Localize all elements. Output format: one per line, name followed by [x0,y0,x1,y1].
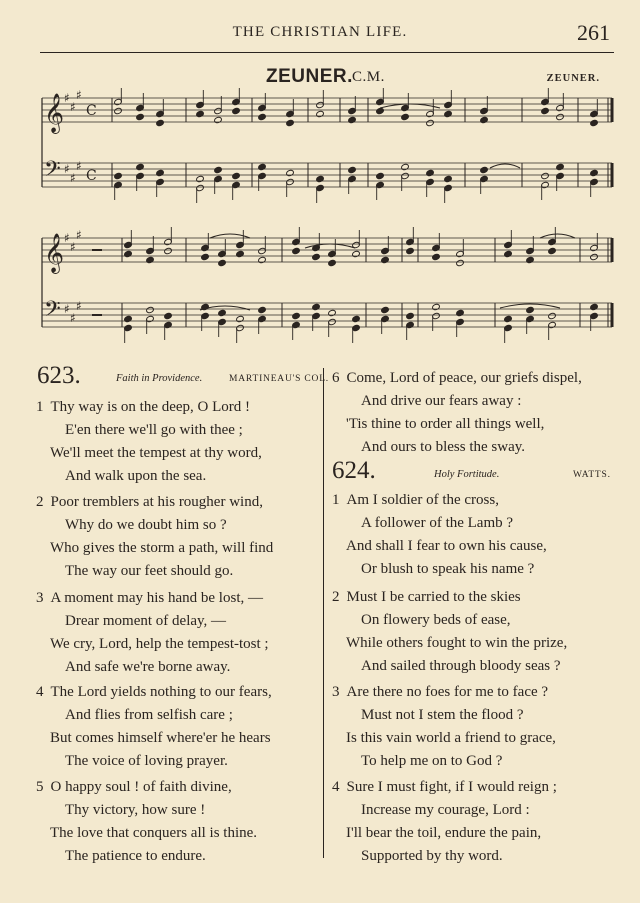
slur [540,234,575,238]
stanza-number: 6 [332,370,340,386]
note-head [236,315,245,322]
note-head [214,166,223,173]
note-head [376,107,385,114]
verse-line-text: Or blush to speak his name ? [361,561,535,577]
verse-line-text: The patience to endure. [65,848,206,864]
verse-line-text: Poor tremblers at his rougher wind, [50,494,263,510]
verse-line [346,635,567,652]
note-head [432,253,441,260]
note-head [316,110,325,117]
note-head [401,163,410,170]
slur [490,164,520,168]
bass-clef: 𝄢 [44,297,61,327]
note-head [286,169,295,176]
verse-line [50,445,262,462]
running-title: THE CHRISTIAN LIFE. [232,24,408,40]
note-head [348,166,357,173]
note-head [548,247,557,254]
note-head [286,119,295,126]
slur [210,234,250,238]
note-head [590,253,599,260]
verse-line [50,730,271,747]
note-head [456,259,465,266]
score-systems [42,88,612,343]
note-head [258,113,267,120]
sharp-sign: ♯ [70,171,76,185]
verse-line-text: A moment may his hand be lost, — [50,590,263,606]
note-head [258,163,267,170]
note-head [214,116,223,123]
note-head [381,256,390,263]
page-number: 261 [577,20,610,45]
verse-line-text: We cry, Lord, help the tempest-tost ; [50,636,269,652]
verse-line-text: Am I soldier of the cross, [346,492,499,508]
note-head [590,169,599,176]
verse-line [36,779,232,796]
verse-line [346,825,541,842]
note-head [124,250,133,257]
note-head [156,169,165,176]
verse-line-text: But comes himself where'er he hears [50,730,271,746]
verse-line-text: And safe we're borne away. [65,659,231,675]
tune-meter: C.M. [352,69,385,85]
sharp-sign: ♯ [76,299,82,313]
note-head [136,113,145,120]
verse-line [65,563,233,580]
note-head [352,250,361,257]
note-head [541,172,550,179]
sharp-sign: ♯ [64,302,70,316]
verse-line-text: E'en there we'll go with thee ; [65,422,243,438]
note-head [312,303,321,310]
stanza-number: 1 [332,492,340,508]
verse-line-text: And shall I fear to own his cause, [346,538,547,554]
treble-clef: 𝄞 [44,233,65,273]
verse-line [36,684,272,701]
note-head [556,163,565,170]
verse-line-text: To help me on to God ? [361,753,503,769]
header-rule [40,52,614,53]
verse-line-text: Who gives the storm a path, will find [50,540,274,556]
sharp-sign: ♯ [64,162,70,176]
note-head [156,119,165,126]
verse-line-text: And ours to bless the sway. [361,439,526,455]
common-time-sign: C [86,103,97,119]
verse-line-text: Thy victory, how sure ! [65,802,206,818]
stanza-number: 4 [36,684,44,700]
verse-line [361,515,513,532]
verse-line [332,589,521,606]
running-head [0,22,640,46]
note-head [526,306,535,313]
verse-line [50,636,269,653]
note-head [590,119,599,126]
verse-line [50,540,273,557]
verse-line [36,494,263,511]
note-head [218,309,227,316]
verse-line [361,848,503,865]
note-head [196,110,205,117]
verse-line-text: Come, Lord of peace, our griefs dispel, [346,370,582,386]
verse-line-text: Supported by thy word. [361,848,503,864]
sharp-sign: ♯ [64,91,70,105]
verse-line [332,779,557,796]
hymn-author: MARTINEAU'S COL. [229,374,329,384]
note-head [146,306,155,313]
verse-line [346,538,547,555]
verse-line-text: Thy way is on the deep, O Lord ! [50,399,251,415]
note-head [590,303,599,310]
hymn-title: Faith in Providence. [116,373,203,384]
verse-line-text: I'll bear the toil, endure the pain, [346,825,542,841]
note-head [406,247,415,254]
verse-line-text: The Lord yields nothing to our fears, [50,684,272,700]
stanza-number: 3 [332,684,340,700]
verse-line [346,416,544,433]
note-head [164,247,173,254]
verse-line-text: And walk upon the sea. [65,468,207,484]
verse-line [361,393,521,410]
verse-line-text: On flowery beds of ease, [361,612,511,628]
note-head [164,312,173,319]
note-head [258,306,267,313]
note-head [114,107,123,114]
note-head [480,166,489,173]
verse-line-text: O happy soul ! of faith divine, [50,779,232,795]
stanza-number: 5 [36,779,44,795]
note-head [426,169,435,176]
verse-line-text: We'll meet the tempest at thy word, [50,445,262,461]
verse-line-text: The love that conquers all is thine. [50,825,258,841]
note-head [316,175,325,182]
note-head [480,116,489,123]
verse-line [361,658,561,675]
note-head [504,315,513,322]
verse-line-text: Why do we doubt him so ? [65,517,227,533]
note-head [381,306,390,313]
stanza-number: 1 [36,399,44,415]
note-head [444,110,453,117]
verse-line-text: And flies from selfish care ; [65,707,233,723]
sharp-sign: ♯ [76,88,82,102]
note-head [218,259,227,266]
note-head [136,163,145,170]
hymn-author: WATTS. [573,470,611,480]
verse-line [36,590,263,607]
note-head [124,315,133,322]
note-head [541,107,550,114]
music-score [0,88,640,350]
verse-line-text: Are there no foes for me to face ? [346,684,549,700]
note-head [232,172,241,179]
verse-line [361,612,511,629]
verse-line-text: Drear moment of delay, — [65,613,227,629]
note-head [376,172,385,179]
verse-line-text: While others fought to win the prize, [346,635,568,651]
stanza-number: 2 [36,494,44,510]
verse-line-text: Sure I must fight, if I would reign ; [346,779,557,795]
verse-line [65,707,233,724]
verse-line [65,613,226,630]
note-head [258,256,267,263]
note-head [328,259,337,266]
common-time-sign: C [86,168,97,184]
stanza-number: 2 [332,589,340,605]
stanza-number: 3 [36,590,44,606]
note-head [401,113,410,120]
verse-line-text: The voice of loving prayer. [65,753,228,769]
hymn-number: 624. [332,457,376,484]
bass-clef: 𝄢 [44,157,61,187]
verse-line-text: The way our feet should go. [65,563,234,579]
sharp-sign: ♯ [70,311,76,325]
sharp-sign: ♯ [64,231,70,245]
note-head [526,256,535,263]
verse-line [50,825,257,842]
verse-line-text: And drive our fears away : [361,393,522,409]
verse-line [361,561,534,578]
verse-line [65,659,230,676]
note-head [196,175,205,182]
note-head [348,116,357,123]
note-head [444,175,453,182]
sharp-sign: ♯ [70,100,76,114]
verse-line [36,399,250,416]
note-head [352,315,361,322]
tune-name: ZEUNER. [266,66,353,87]
treble-clef: 𝄞 [44,93,65,133]
note-head [292,247,301,254]
verse-line [332,684,548,701]
stanza-number: 4 [332,779,340,795]
verse-line [65,753,228,770]
verse-line [65,422,243,439]
note-head [406,312,415,319]
note-head [426,119,435,126]
verse-line [332,492,499,509]
tune-heading [0,66,640,90]
note-head [432,303,441,310]
hymn-number: 623. [37,362,81,389]
note-head [556,113,565,120]
note-head [456,309,465,316]
note-head [232,107,241,114]
verse-line [361,753,502,770]
verse-line-text: Is this vain world a friend to grace, [346,730,556,746]
verse-line [361,707,523,724]
column-divider [323,368,324,858]
verse-line [346,730,556,747]
note-head [504,250,513,257]
slur [380,104,440,108]
verse-line-text: Must I be carried to the skies [346,589,521,605]
verse-line-text: And sailed through bloody seas ? [361,658,561,674]
note-head [548,312,557,319]
sharp-sign: ♯ [76,228,82,242]
note-head [292,312,301,319]
verse-line-text: Increase my courage, Lord : [361,802,530,818]
tune-composer: ZEUNER. [546,73,600,84]
sharp-sign: ♯ [76,159,82,173]
note-head [201,253,210,260]
hymn-title: Holy Fortitude. [434,469,500,480]
verse-line [361,439,525,456]
verse-line [361,802,530,819]
verse-line [65,848,206,865]
note-head [328,309,337,316]
note-head [236,250,245,257]
verse-line-text: Must not I stem the flood ? [361,707,524,723]
verse-line [65,468,206,485]
note-head [114,172,123,179]
verse-line [65,517,227,534]
note-head [312,253,321,260]
sharp-sign: ♯ [70,240,76,254]
verse-line [332,370,582,387]
verse-line-text: 'Tis thine to order all things well, [346,416,545,432]
verse-line-text: A follower of the Lamb ? [361,515,514,531]
verse-line [65,802,205,819]
note-head [146,256,155,263]
